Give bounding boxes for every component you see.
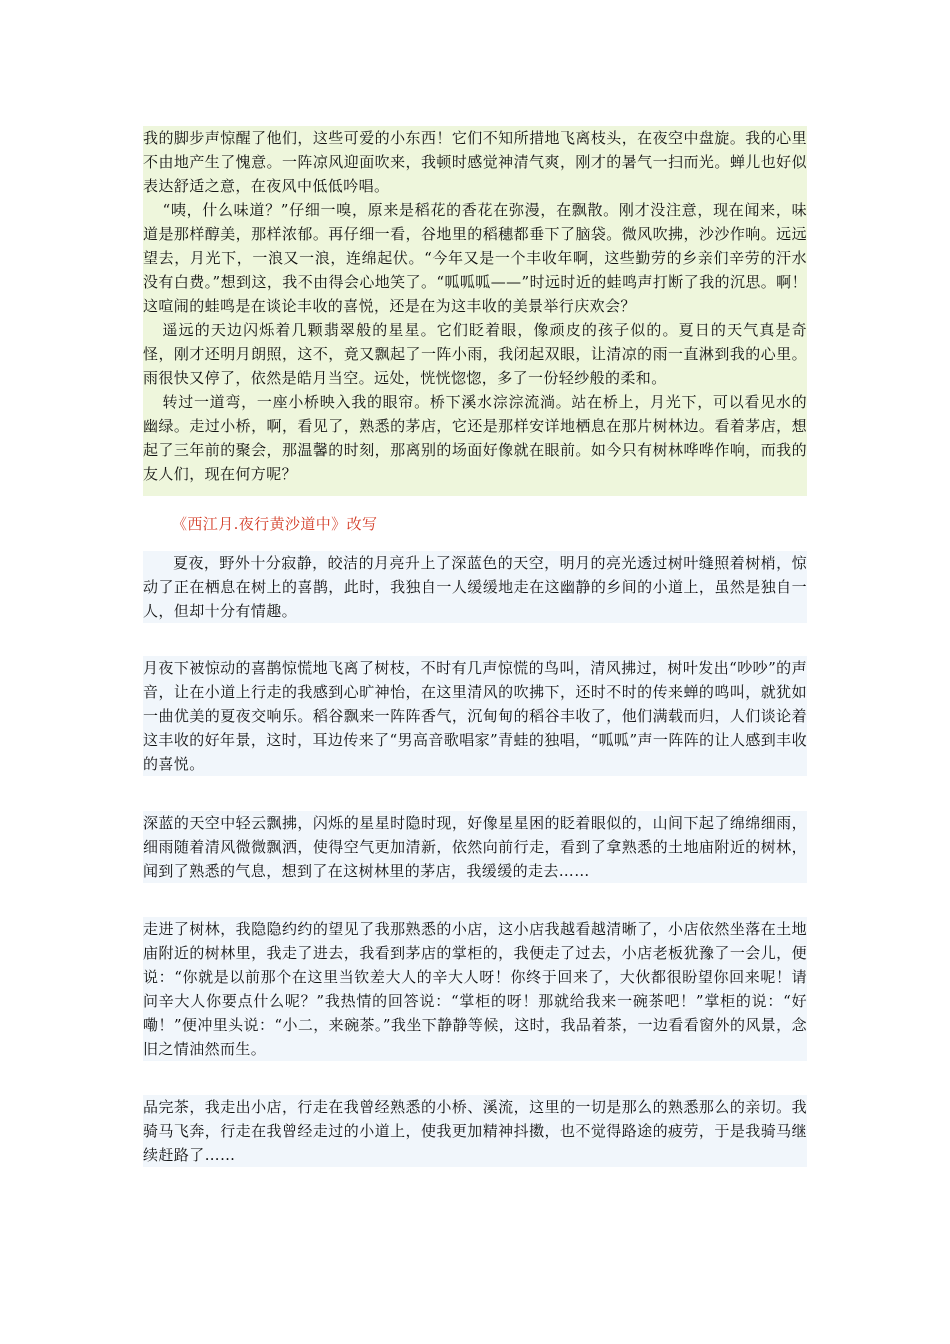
essay-section-2-para-3 (143, 811, 807, 883)
paragraph: 走进了树林，我隐隐约约的望见了我那熟悉的小店，这小店我越看越清晰了，小店依然坐落在土地庙附近的树林里，我走了进去，我看到茅店的掌柜的，我便走了过去，小店老板犹豫了一会儿，便说：“你就是以前那个在这里当钦差大人的辛大人呀！你终于回来了，大伙都很盼望你回来呢！请问辛大人你要点什么呢？”我热情的回答说：“掌柜的呀！那就给我来一碗茶吧！”掌柜的说：“好嘞！”便冲里头说：“小二，来碗茶。”我坐下静静等候，这时，我品着茶，一边看看窗外的风景，念旧之情油然而生。 (143, 920, 807, 1058)
essay-title: 《西江月.夜行黄沙道中》改写 (172, 515, 378, 533)
essay-section-2-para-2 (143, 656, 807, 776)
paragraph: 遥远的天边闪烁着几颗翡翠般的星星。它们眨着眼，像顽皮的孩子似的。夏日的天气真是奇怪，刚才还明月朗照，这不，竟又飘起了一阵小雨，我闭起双眼，让清凉的雨一直淋到我的心里。雨很快又停了，依然是皓月当空。远处，恍恍惚惚，多了一份轻纱般的柔和。 (143, 321, 807, 387)
paragraph: 我的脚步声惊醒了他们，这些可爱的小东西！它们不知所措地飞离枝头，在夜空中盘旋。我的心里不由地产生了愧意。一阵凉风迎面吹来，我顿时感觉神清气爽，刚才的暑气一扫而光。蝉儿也好似表达舒适之意，在夜风中低低吟唱。 (143, 129, 807, 195)
essay-section-2-para-1 (143, 551, 807, 623)
paragraph: 品完茶，我走出小店，行走在我曾经熟悉的小桥、溪流，这里的一切是那么的熟悉那么的亲切。我骑马飞奔，行走在我曾经走过的小道上，使我更加精神抖擞，也不觉得路途的疲劳，于是我骑马继续赶路了…… (143, 1098, 807, 1164)
essay-section-2-para-5 (143, 1095, 807, 1167)
paragraph: 夏夜，野外十分寂静，皎洁的月亮升上了深蓝色的天空，明月的亮光透过树叶缝照着树梢，惊动了正在栖息在树上的喜鹊，此时，我独自一人缓缓地走在这幽静的乡间的小道上，虽然是独自一人，但却十分有情趣。 (143, 554, 807, 620)
paragraph: 转过一道弯，一座小桥映入我的眼帘。桥下溪水淙淙流淌。站在桥上，月光下，可以看见水的幽绿。走过小桥，啊，看见了，熟悉的茅店，它还是那样安详地栖息在那片树林边。看着茅店，想起了三年前的聚会，那温馨的时刻，那离别的场面好像就在眼前。如今只有树林哗哗作响，而我的友人们，现在何方呢？ (143, 393, 807, 483)
essay-section-1 (143, 126, 807, 496)
paragraph: 深蓝的天空中轻云飘拂，闪烁的星星时隐时现，好像星星困的眨着眼似的，山间下起了绵绵细雨，细雨随着清风微微飘洒，使得空气更加清新，依然向前行走，看到了拿熟悉的土地庙附近的树林，闻到了熟悉的气息，想到了在这树林里的茅店，我缓缓的走去…… (143, 814, 807, 880)
paragraph: “咦，什么味道？”仔细一嗅，原来是稻花的香花在弥漫，在飘散。刚才没注意，现在闻来，味道是那样醇美，那样浓郁。再仔细一看，谷地里的稻穗都垂下了脑袋。微风吹拂，沙沙作响。远远望去，月光下，一浪又一浪，连绵起伏。“今年又是一个丰收年啊，这些勤劳的乡亲们辛劳的汗水没有白费。”想到这，我不由得会心地笑了。“呱呱呱——”时远时近的蛙鸣声打断了我的沉思。啊！这喧闹的蛙鸣是在谈论丰收的喜悦，还是在为这丰收的美景举行庆欢会？ (143, 201, 807, 315)
paragraph: 月夜下被惊动的喜鹊惊慌地飞离了树枝，不时有几声惊慌的鸟叫，清风拂过，树叶发出“吵吵”的声音，让在小道上行走的我感到心旷神怡，在这里清风的吹拂下，还时不时的传来蝉的鸣叫，就犹如一曲优美的夏夜交响乐。稻谷飘来一阵阵香气，沉甸甸的稻谷丰收了，他们满载而归，人们谈论着这丰收的好年景，这时，耳边传来了“男高音歌唱家”青蛙的独唱，“呱呱”声一阵阵的让人感到丰收的喜悦。 (143, 659, 807, 773)
essay-section-2-para-4 (143, 917, 807, 1061)
